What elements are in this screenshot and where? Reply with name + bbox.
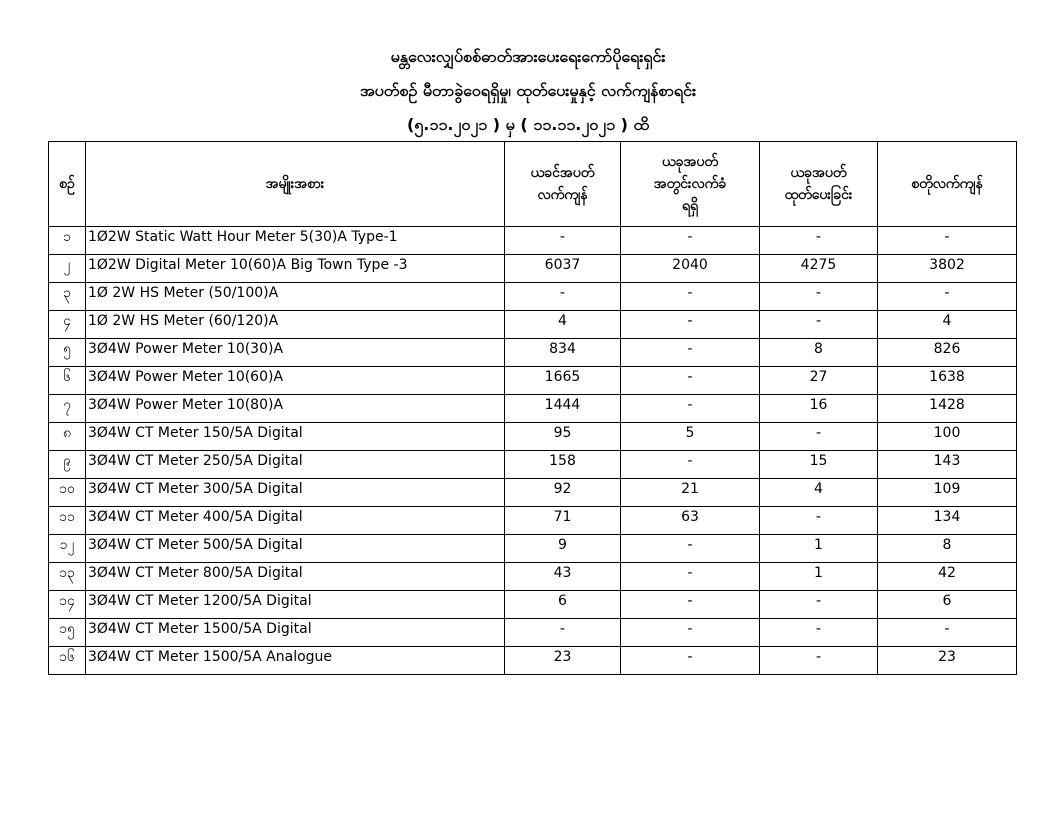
cell-received: - (621, 311, 760, 339)
cell-store-balance: 826 (878, 339, 1017, 367)
cell-opening-balance: 834 (505, 339, 621, 367)
cell-received: - (621, 647, 760, 675)
cell-opening-balance: 95 (505, 423, 621, 451)
cell-serial-no: ၄ (49, 311, 86, 339)
cell-store-balance: 23 (878, 647, 1017, 675)
cell-item-type: 3Ø4W CT Meter 1500/5A Digital (86, 619, 505, 647)
cell-opening-balance: - (505, 619, 621, 647)
title-organization: မန္တလေးလျှပ်စစ်ဓာတ်အားပေးရေးကော်ပိုရေးရှင်း (390, 47, 666, 66)
cell-serial-no: ၈ (49, 423, 86, 451)
cell-received: 2040 (621, 255, 760, 283)
cell-opening-balance: 71 (505, 507, 621, 535)
cell-issued: - (760, 423, 878, 451)
cell-issued: - (760, 591, 878, 619)
cell-received: - (621, 619, 760, 647)
table-row (49, 451, 1017, 479)
header-opening-line-1: ယခင်အပတ် (530, 165, 595, 181)
cell-item-type: 1Ø2W Digital Meter 10(60)A Big Town Type -3 (86, 255, 505, 283)
table-row (49, 311, 1017, 339)
table-row (49, 283, 1017, 311)
cell-serial-no: ၁၀ (49, 479, 86, 507)
cell-issued: - (760, 507, 878, 535)
cell-store-balance: - (878, 283, 1017, 311)
cell-received: 5 (621, 423, 760, 451)
cell-serial-no: ၆ (49, 367, 86, 395)
cell-item-type: 3Ø4W CT Meter 1500/5A Analogue (86, 647, 505, 675)
cell-serial-no: ၂ (49, 255, 86, 283)
title-report-name: အပတ်စဉ် မီတာခွဲဝေရရှိမှု၊ ထုတ်ပေးမှုနှင့် လက်ကျန်စာရင်း (359, 81, 697, 100)
cell-issued: 4275 (760, 255, 878, 283)
header-store-balance: စတိုလက်ကျန် (878, 142, 1017, 227)
cell-opening-balance: - (505, 283, 621, 311)
cell-serial-no: ၅ (49, 339, 86, 367)
cell-received: - (621, 535, 760, 563)
cell-received: 63 (621, 507, 760, 535)
cell-opening-balance: 6 (505, 591, 621, 619)
cell-opening-balance: - (505, 227, 621, 255)
cell-serial-no: ၁ (49, 227, 86, 255)
cell-received: - (621, 283, 760, 311)
cell-store-balance: 1638 (878, 367, 1017, 395)
header-item-type: အမျိုးအစား (86, 142, 505, 227)
cell-received: 21 (621, 479, 760, 507)
table-row (49, 535, 1017, 563)
table-row (49, 395, 1017, 423)
cell-issued: - (760, 619, 878, 647)
table-row (49, 423, 1017, 451)
cell-item-type: 3Ø4W Power Meter 10(60)A (86, 367, 505, 395)
cell-serial-no: ၃ (49, 283, 86, 311)
header-received (621, 142, 760, 227)
table-row (49, 563, 1017, 591)
cell-store-balance: 143 (878, 451, 1017, 479)
header-issued-line-2: ထုတ်ပေးခြင်း (784, 187, 853, 203)
cell-store-balance: 42 (878, 563, 1017, 591)
cell-serial-no: ၁၁ (49, 507, 86, 535)
cell-store-balance: 4 (878, 311, 1017, 339)
cell-store-balance: 109 (878, 479, 1017, 507)
cell-store-balance: 8 (878, 535, 1017, 563)
cell-item-type: 3Ø4W CT Meter 300/5A Digital (86, 479, 505, 507)
table-header-row (49, 142, 1017, 227)
cell-store-balance: 134 (878, 507, 1017, 535)
table-row (49, 255, 1017, 283)
cell-item-type: 3Ø4W CT Meter 1200/5A Digital (86, 591, 505, 619)
cell-issued: 4 (760, 479, 878, 507)
cell-issued: - (760, 647, 878, 675)
header-received-line-1: ယခုအပတ် (662, 154, 718, 170)
cell-item-type: 3Ø4W CT Meter 800/5A Digital (86, 563, 505, 591)
cell-store-balance: 1428 (878, 395, 1017, 423)
cell-serial-no: ၇ (49, 395, 86, 423)
header-issued (760, 142, 878, 227)
cell-issued: 8 (760, 339, 878, 367)
header-received-line-3: ရရှိ (681, 198, 699, 214)
cell-received: - (621, 395, 760, 423)
cell-serial-no: ၁၄ (49, 591, 86, 619)
header-serial-no: စဉ် (49, 142, 86, 227)
table-row (49, 619, 1017, 647)
cell-received: - (621, 591, 760, 619)
cell-received: - (621, 227, 760, 255)
cell-received: - (621, 451, 760, 479)
cell-received: - (621, 339, 760, 367)
cell-item-type: 1Ø2W Static Watt Hour Meter 5(30)A Type-1 (86, 227, 505, 255)
header-opening-balance (505, 142, 621, 227)
cell-item-type: 1Ø 2W HS Meter (60/120)A (86, 311, 505, 339)
cell-issued: 1 (760, 563, 878, 591)
cell-received: - (621, 563, 760, 591)
title-date-range: (၅.၁၁.၂၀၂၁ ) မှ ( ၁၁.၁၁.၂၀၂၁ ) ထိ (406, 115, 650, 134)
header-issued-line-1: ယခုအပတ် (790, 165, 847, 181)
cell-serial-no: ၉ (49, 451, 86, 479)
cell-item-type: 3Ø4W CT Meter 250/5A Digital (86, 451, 505, 479)
cell-store-balance: - (878, 619, 1017, 647)
cell-serial-no: ၁၆ (49, 647, 86, 675)
cell-serial-no: ၁၅ (49, 619, 86, 647)
cell-item-type: 1Ø 2W HS Meter (50/100)A (86, 283, 505, 311)
meter-inventory-table (48, 141, 1017, 675)
cell-opening-balance: 92 (505, 479, 621, 507)
cell-received: - (621, 367, 760, 395)
cell-opening-balance: 4 (505, 311, 621, 339)
cell-item-type: 3Ø4W CT Meter 150/5A Digital (86, 423, 505, 451)
cell-issued: 27 (760, 367, 878, 395)
table-row (49, 339, 1017, 367)
table-row (49, 647, 1017, 675)
table-row (49, 227, 1017, 255)
table-row (49, 507, 1017, 535)
cell-opening-balance: 23 (505, 647, 621, 675)
header-opening-line-2: လက်ကျန် (537, 187, 588, 203)
cell-serial-no: ၁၃ (49, 563, 86, 591)
report-title-block (0, 40, 1056, 142)
cell-store-balance: 100 (878, 423, 1017, 451)
cell-opening-balance: 6037 (505, 255, 621, 283)
cell-issued: - (760, 283, 878, 311)
table-row (49, 479, 1017, 507)
table-row (49, 367, 1017, 395)
cell-serial-no: ၁၂ (49, 535, 86, 563)
cell-item-type: 3Ø4W CT Meter 500/5A Digital (86, 535, 505, 563)
cell-store-balance: 6 (878, 591, 1017, 619)
table-row (49, 591, 1017, 619)
cell-issued: - (760, 227, 878, 255)
cell-opening-balance: 1665 (505, 367, 621, 395)
cell-issued: 15 (760, 451, 878, 479)
cell-issued: 16 (760, 395, 878, 423)
table-body (49, 227, 1017, 675)
cell-item-type: 3Ø4W CT Meter 400/5A Digital (86, 507, 505, 535)
cell-issued: - (760, 311, 878, 339)
cell-item-type: 3Ø4W Power Meter 10(30)A (86, 339, 505, 367)
cell-issued: 1 (760, 535, 878, 563)
cell-opening-balance: 1444 (505, 395, 621, 423)
cell-opening-balance: 9 (505, 535, 621, 563)
cell-store-balance: 3802 (878, 255, 1017, 283)
cell-opening-balance: 158 (505, 451, 621, 479)
cell-item-type: 3Ø4W Power Meter 10(80)A (86, 395, 505, 423)
cell-store-balance: - (878, 227, 1017, 255)
header-received-line-2: အတွင်းလက်ခံ (653, 176, 727, 192)
cell-opening-balance: 43 (505, 563, 621, 591)
